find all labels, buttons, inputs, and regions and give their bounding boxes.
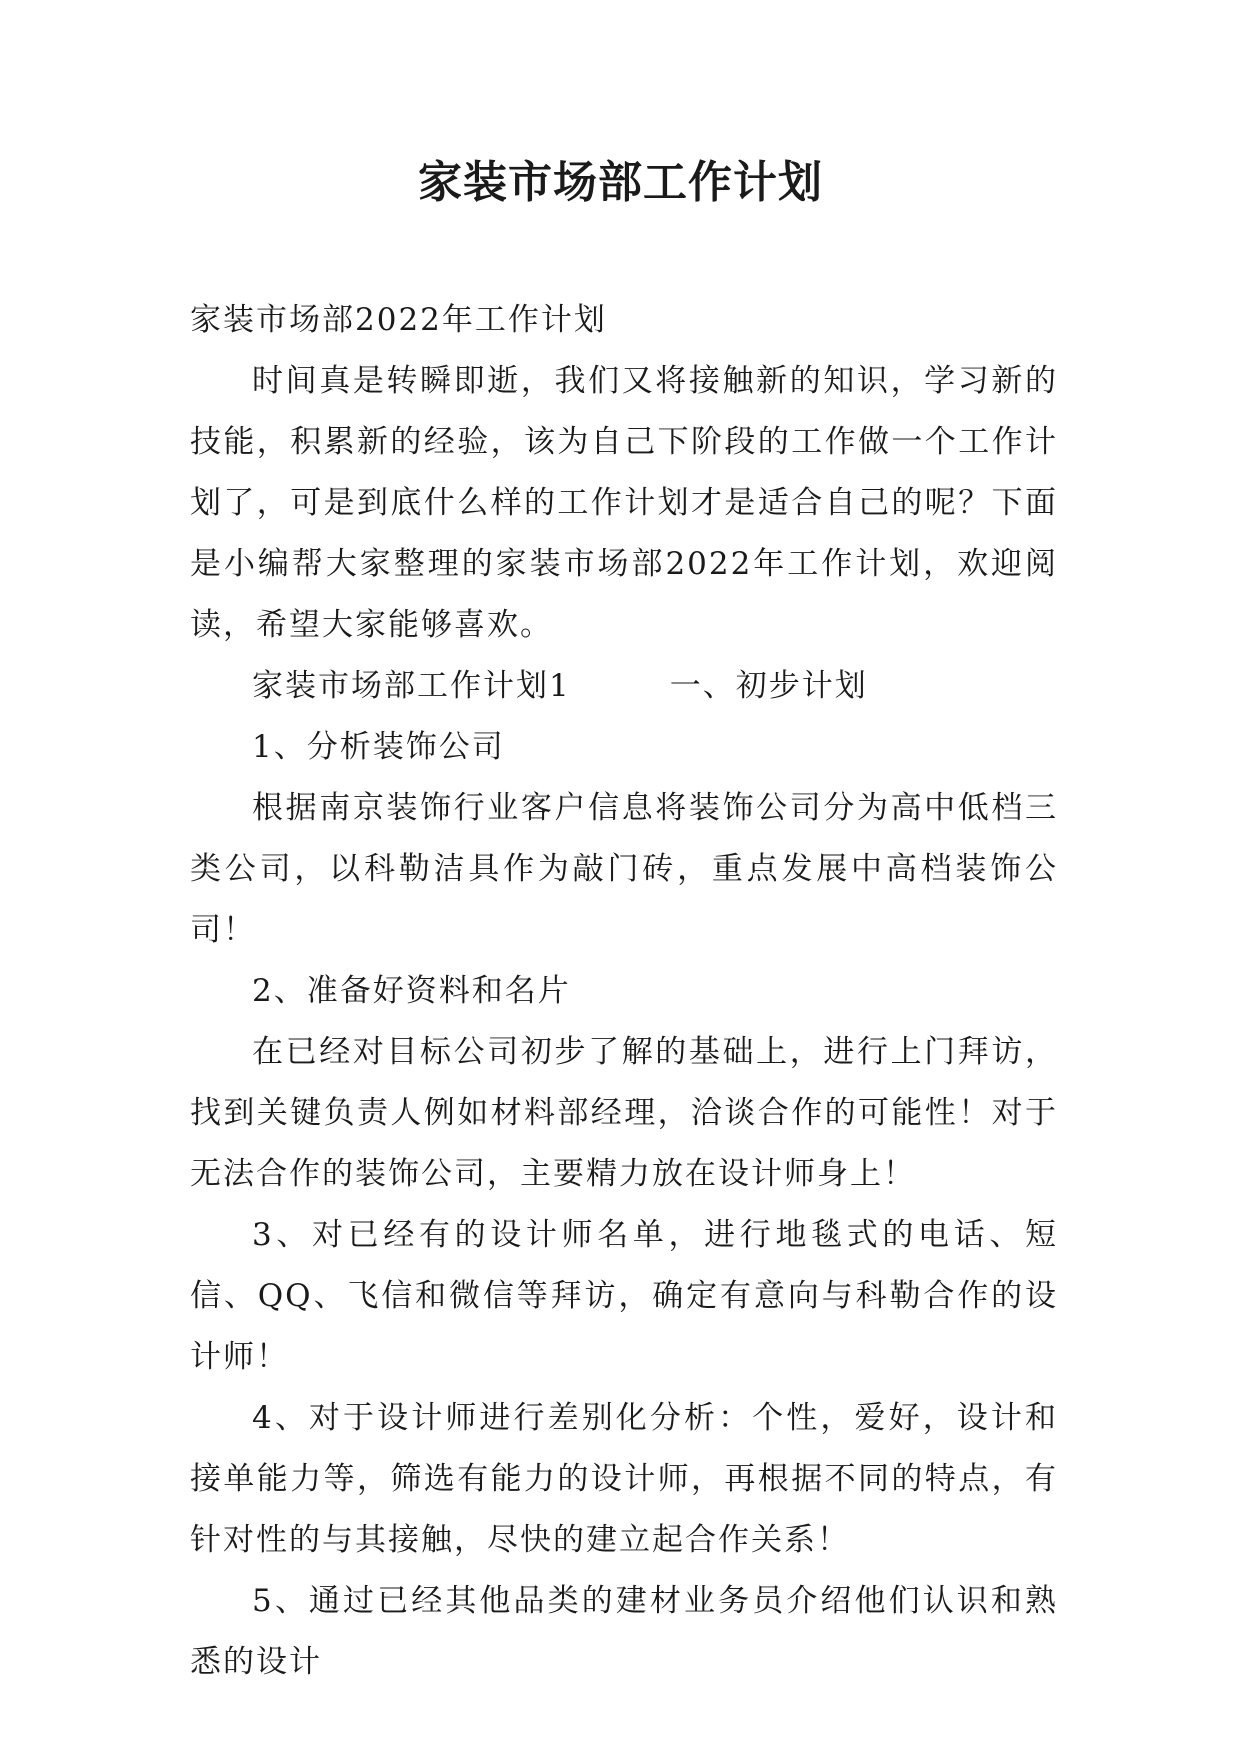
item3-paragraph: 3、对已经有的设计师名单，进行地毯式的电话、短信、QQ、飞信和微信等拜访，确定有意向与科勒合作的设计师！ [190, 1217, 1058, 1375]
item4-paragraph: 4、对于设计师进行差别化分析：个性，爱好，设计和接单能力等，筛选有能力的设计师，再根据不同的特点，有针对性的与其接触，尽快的建立起合作关系！ [190, 1400, 1058, 1558]
document-subtitle: 家装市场部2022年工作计划 [190, 302, 607, 338]
item2-paragraph: 在已经对目标公司初步了解的基础上，进行上门拜访，找到关键负责人例如材料部经理，洽谈合作的可能性！对于无法合作的装饰公司，主要精力放在设计师身上！ [190, 1034, 1058, 1192]
document-body [190, 290, 1058, 1693]
intro-paragraph: 时间真是转瞬即逝，我们又将接触新的知识，学习新的技能，积累新的经验，该为自己下阶段的工作做一个工作计划了，可是到底什么样的工作计划才是适合自己的呢？下面是小编帮大家整理的家装市场部2022年工作计划，欢迎阅读，希望大家能够喜欢。 [190, 363, 1058, 643]
plan-heading: 家装市场部工作计划1 一、初步计划 [252, 668, 868, 704]
item2-heading: 2、准备好资料和名片 [252, 973, 571, 1009]
item5-paragraph: 5、通过已经其他品类的建材业务员介绍他们认识和熟悉的设计 [190, 1583, 1058, 1680]
item1-heading: 1、分析装饰公司 [252, 729, 505, 765]
item1-paragraph: 根据南京装饰行业客户信息将装饰公司分为高中低档三类公司，以科勒洁具作为敲门砖，重点发展中高档装饰公司！ [190, 790, 1058, 948]
document-title: 家装市场部工作计划 [418, 157, 823, 208]
